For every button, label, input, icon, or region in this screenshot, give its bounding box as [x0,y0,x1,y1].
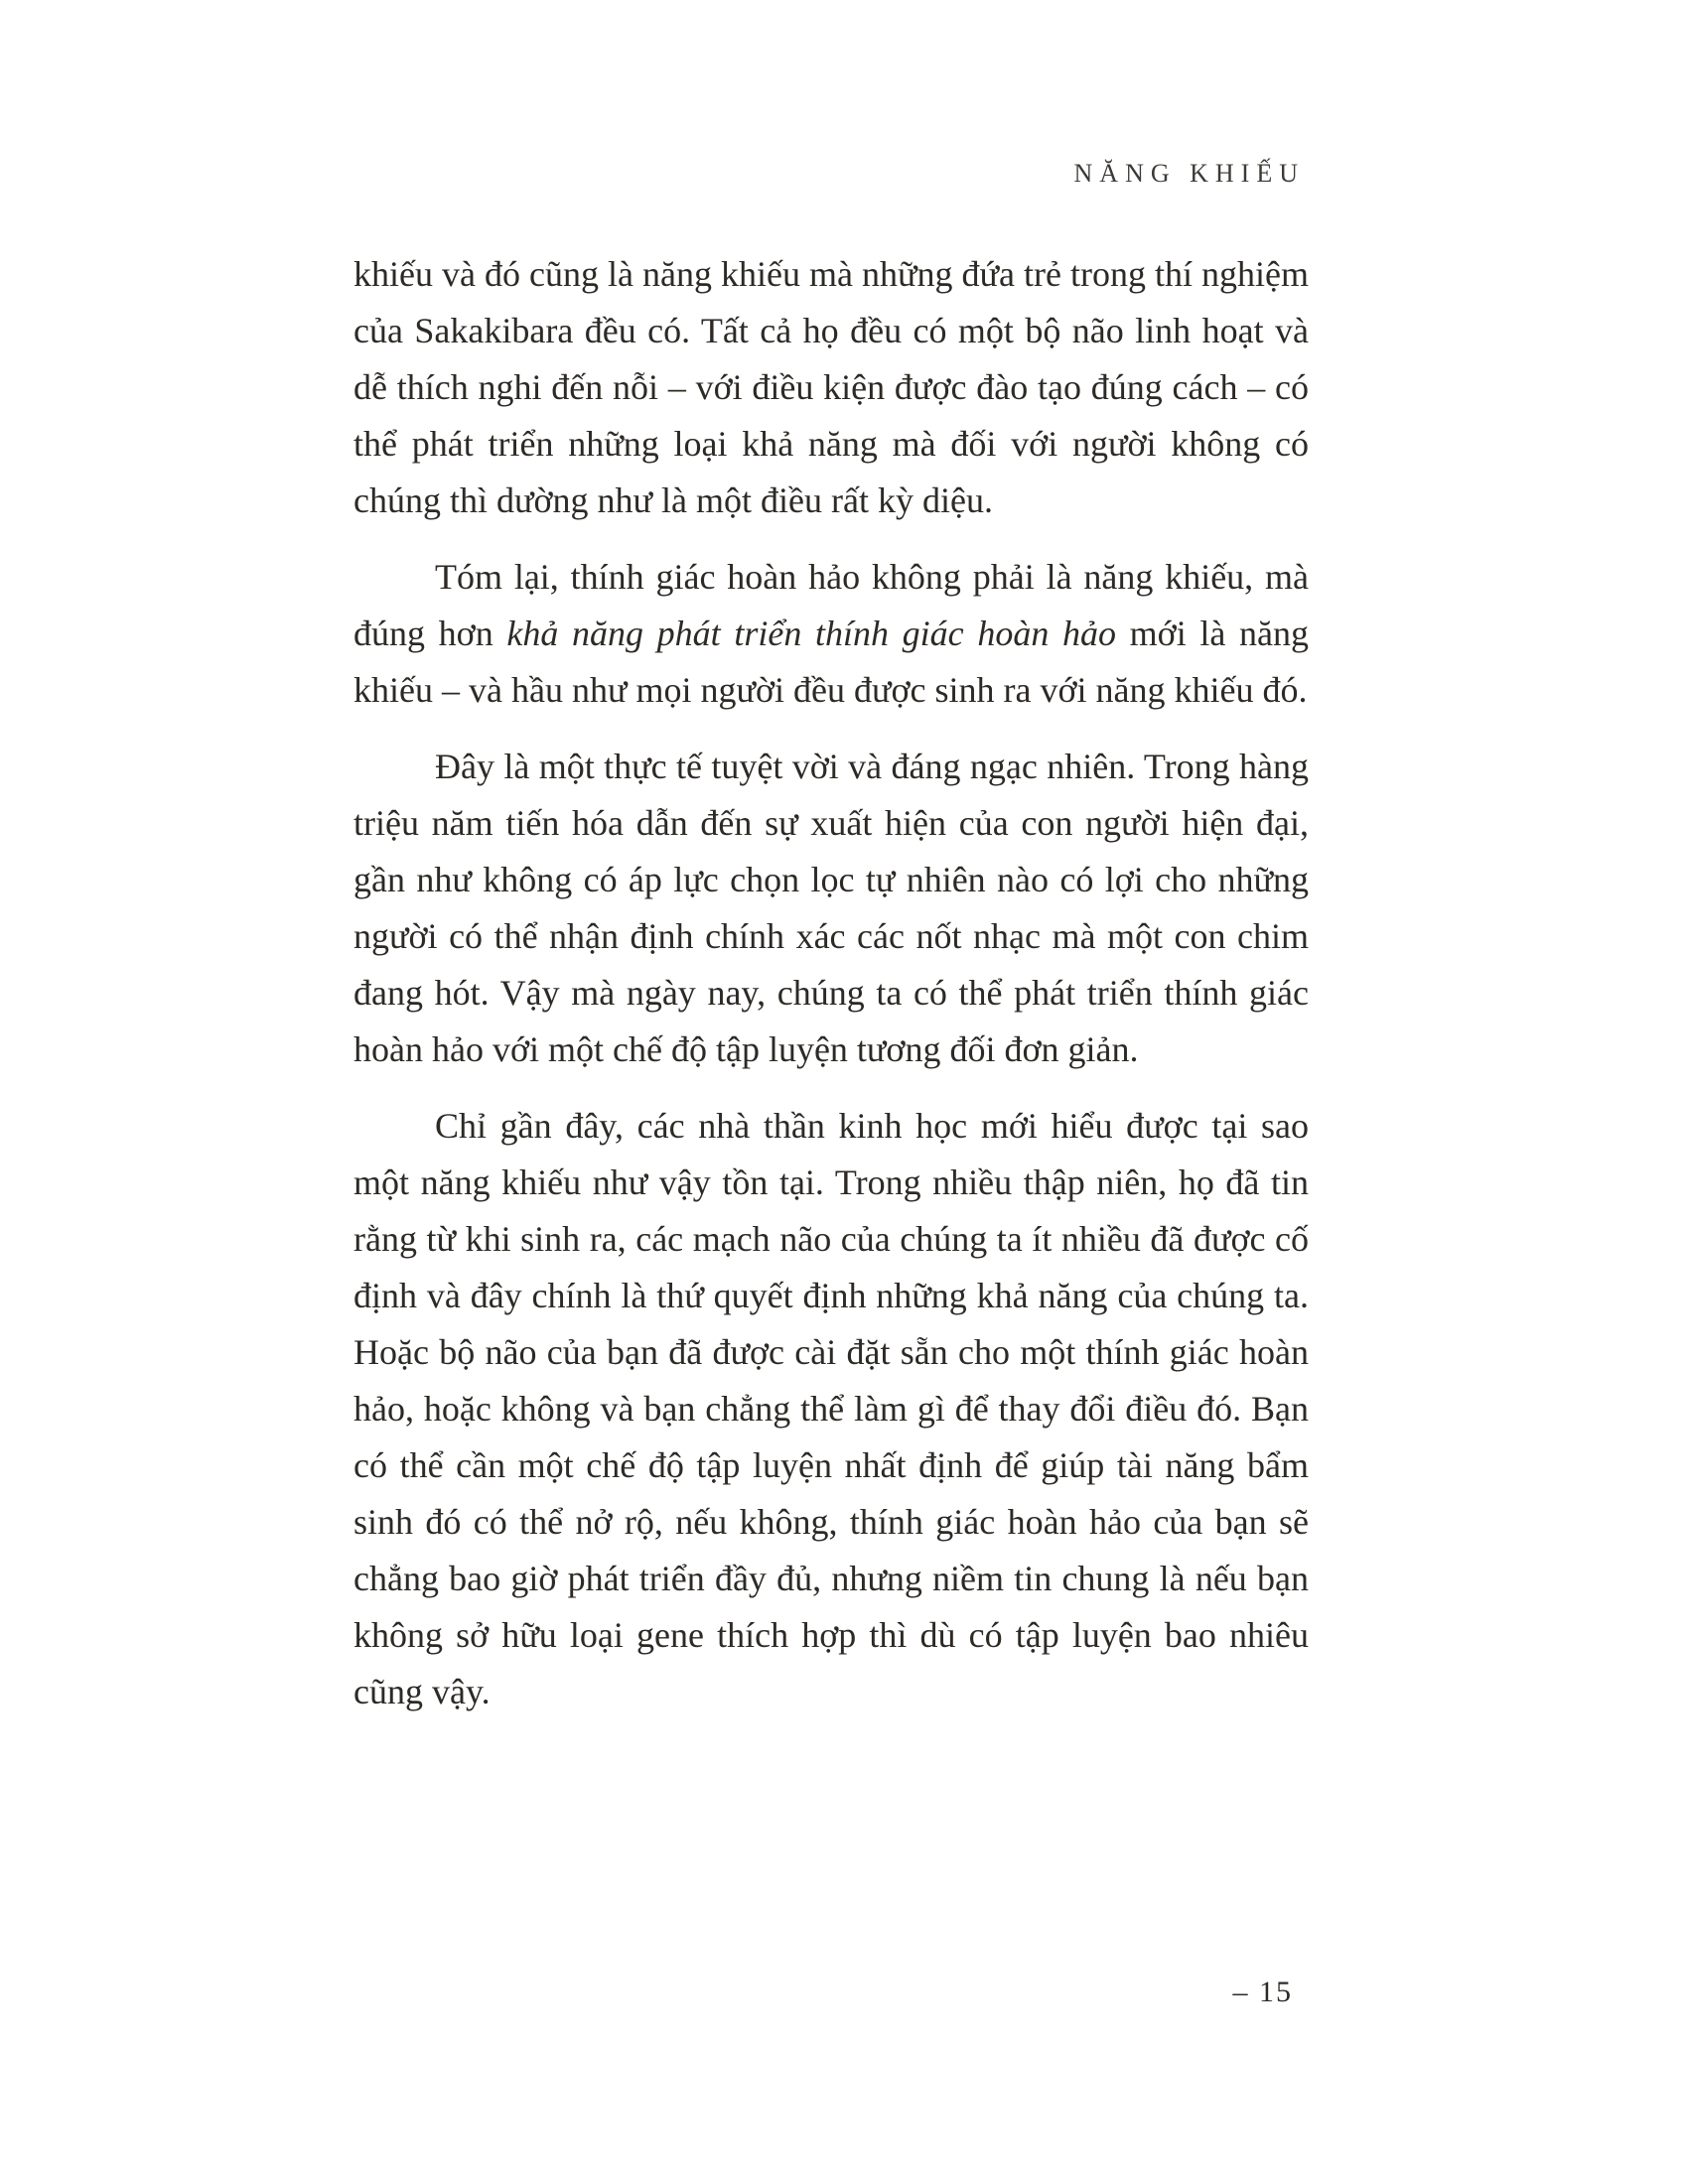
paragraph [353,739,1309,1078]
body-text: Chỉ gần đây, các nhà thần kinh học mới hiểu được tại sao một năng khiếu như vậy tồn tại. Trong nhiều thập niên, họ đã tin rằng từ khi sinh ra, các mạch não của chúng ta ít nhiều đã được cố định và đây chính là thứ quyết định những khả năng của chúng ta. Hoặc bộ não của bạn đã được cài đặt sẵn cho một thính giác hoàn hảo, hoặc không và bạn chẳng thể làm gì để thay đổi điều đó. Bạn có thể cần một chế độ tập luyện nhất định để giúp tài năng bẩm sinh đó có thể nở rộ, nếu không, thính giác hoàn hảo của bạn sẽ chẳng bao giờ phát triển đầy đủ, nhưng niềm tin chung là nếu bạn không sở hữu loại gene thích hợp thì dù có tập luyện bao nhiêu cũng vậy. [353,1106,1309,1711]
body-text: khiếu và đó cũng là năng khiếu mà những đứa trẻ trong thí nghiệm của Sakakibara đều có. Tất cả họ đều có một bộ não linh hoạt và dễ thích nghi đến nỗi – với điều kiện được đào tạo đúng cách – có thể phát triển những loại khả năng mà đối với người không có chúng thì dường như là một điều rất kỳ diệu. [353,254,1309,520]
body-text: Đây là một thực tế tuyệt vời và đáng ngạc nhiên. Trong hàng triệu năm tiến hóa dẫn đến sự xuất hiện của con người hiện đại, gần như không có áp lực chọn lọc tự nhiên nào có lợi cho những người có thể nhận định chính xác các nốt nhạc mà một con chim đang hót. Vậy mà ngày nay, chúng ta có thể phát triển thính giác hoàn hảo với một chế độ tập luyện tương đối đơn giản. [353,747,1309,1069]
paragraph [353,549,1309,719]
body-text: Tóm lại, thính giác hoàn hảo không phải là năng khiếu, mà đúng hơn [353,557,1309,653]
emphasized-text: khả năng phát triển thính giác hoàn hảo [506,614,1116,653]
running-header: NĂNG KHIẾU [1073,159,1305,188]
page-number: – 15 [1232,1976,1293,2008]
paragraph [353,246,1309,529]
text-column [353,159,1309,1720]
body-text: mới là năng khiếu – và hầu như mọi người đều được sinh ra với năng khiếu đó. [353,614,1309,710]
paragraph [353,1098,1309,1720]
paragraphs [353,246,1309,1720]
